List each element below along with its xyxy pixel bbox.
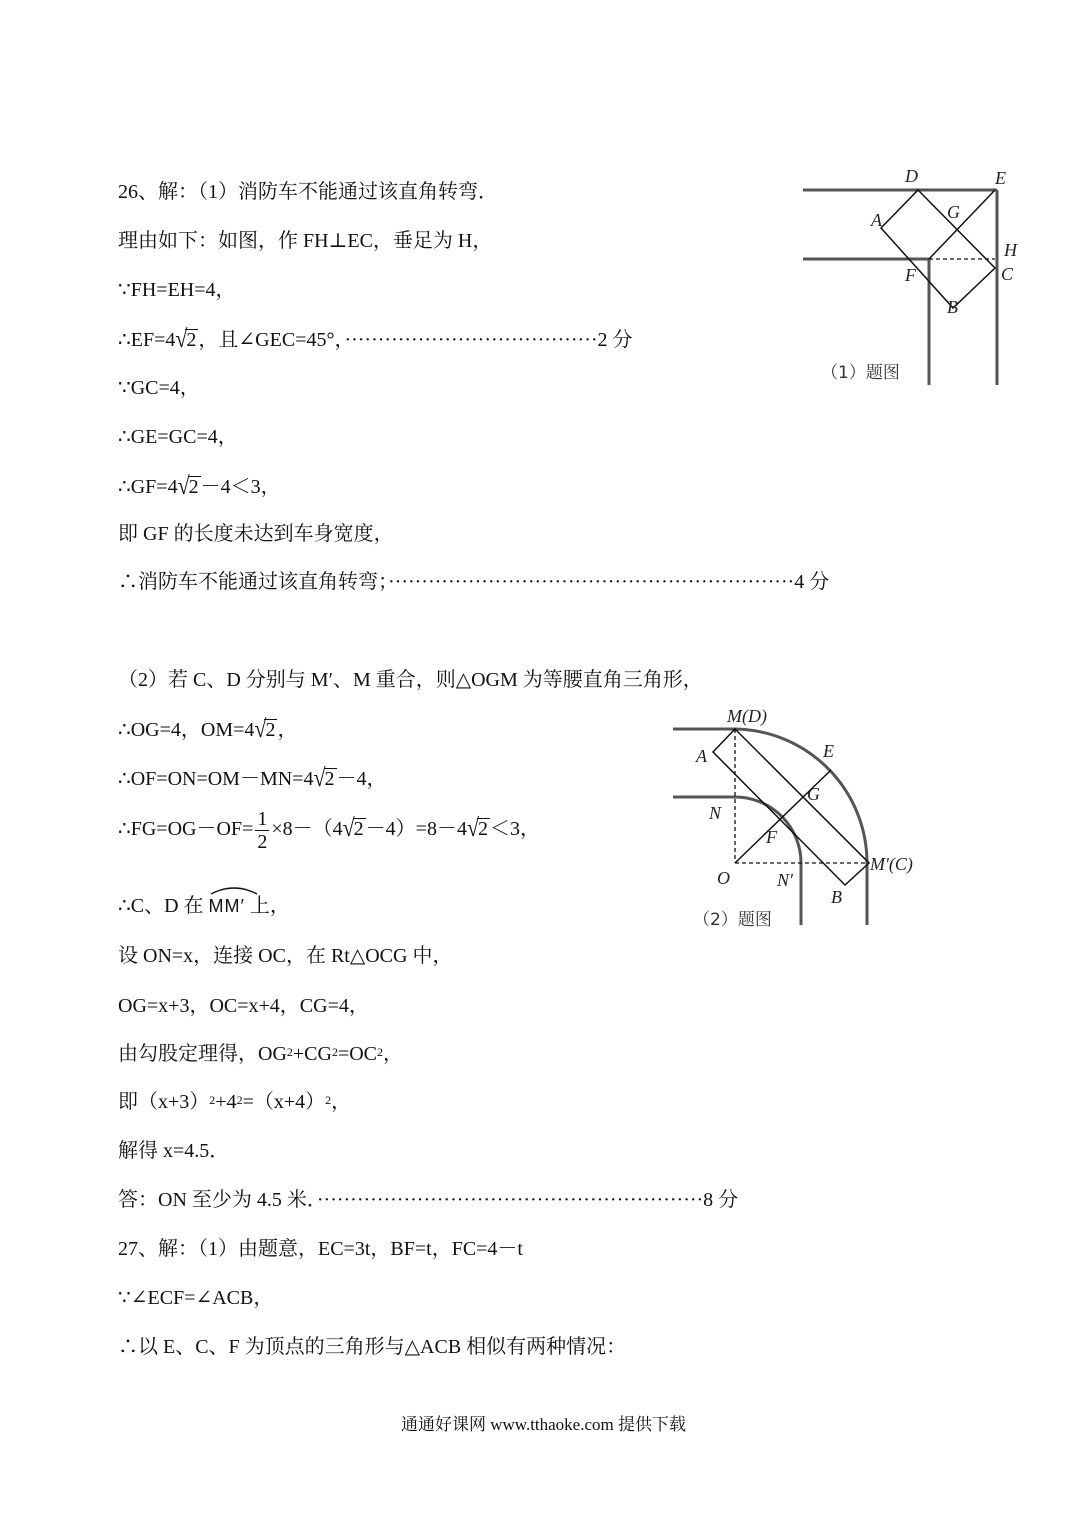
text-segment: ∴OG=4，OM=4 — [118, 719, 255, 741]
fig1-label-h: H — [1004, 240, 1017, 260]
fig1-label-f: F — [905, 265, 916, 285]
fig1-caption: （1）题图 — [821, 363, 900, 383]
text-segment: ， — [383, 1043, 404, 1065]
line-fg — [118, 808, 540, 853]
fig2-label-f: F — [766, 827, 777, 847]
fig1-label-e: E — [995, 168, 1006, 188]
fig2-label-md: M(D) — [727, 706, 767, 726]
superscript: 2 — [377, 1045, 384, 1059]
text-segment: －4）=8－4 — [365, 818, 467, 841]
line-set-on: 设 ON=x，连接 OC，在 Rt△OCG 中， — [118, 945, 453, 967]
fig2-label-g: G — [807, 784, 820, 804]
fraction-numerator: 1 — [257, 808, 268, 830]
sqrt-radicand: 2 — [188, 476, 199, 498]
fig2-label-o: O — [717, 868, 730, 888]
line-part-2: （2）若 C、D 分别与 M′、M 重合，则△OGM 为等腰直角三角形， — [118, 669, 703, 691]
text-segment: ∴GF=4 — [118, 476, 178, 498]
sqrt-radicand: 2 — [353, 818, 364, 841]
text-segment: +CG — [292, 1043, 332, 1065]
sqrt-icon: √ — [177, 471, 190, 500]
line-fh-eh: ∵FH=EH=4， — [118, 279, 236, 301]
line-conclusion-1: ∴消防车不能通过该直角转弯；·····························································4 分 — [118, 571, 830, 593]
text-segment: 由勾股定理得，OG — [118, 1043, 287, 1065]
text-segment: ×8－（4 — [271, 818, 343, 841]
figure-2 — [665, 700, 955, 935]
text-segment: －4， — [336, 768, 387, 790]
superscript: 2 — [331, 1045, 338, 1059]
text-segment: ∴OF=ON=OM－MN=4 — [118, 768, 314, 790]
fig2-label-e: E — [823, 741, 834, 761]
line-og-oc: OG=x+3，OC=x+4，CG=4， — [118, 995, 369, 1017]
arc-icon — [209, 885, 259, 895]
fig1-label-c: C — [1001, 264, 1014, 284]
superscript: 2 — [286, 1045, 293, 1059]
fig2-label-n: N — [709, 803, 722, 823]
line-similar: ∴以 E、C、F 为顶点的三角形与△ACB 相似有两种情况： — [118, 1336, 627, 1358]
text-segment: 即（x+3） — [118, 1091, 210, 1113]
superscript: 2 — [236, 1093, 243, 1107]
text-segment: ∴FG=OG－OF= — [118, 818, 254, 841]
text-segment: ∴EF=4 — [118, 329, 176, 351]
superscript: 2 — [325, 1093, 332, 1107]
arc-notation — [209, 887, 245, 919]
fig2-label-mpc: M′(C) — [870, 854, 913, 874]
line-ef — [118, 326, 633, 353]
line-gf — [118, 473, 281, 500]
line-gf-width: 即 GF 的长度未达到车身宽度， — [118, 523, 394, 545]
fig2-label-np: N′ — [777, 870, 793, 890]
line-equation — [118, 1089, 351, 1115]
arc-label: MM′ — [208, 896, 245, 916]
fraction — [255, 808, 269, 853]
sqrt-icon: √ — [313, 763, 326, 792]
line-reason: 理由如下：如图，作 FH⊥EC，垂足为 H， — [118, 230, 493, 252]
fig2-label-b: B — [831, 887, 842, 907]
superscript: 2 — [209, 1093, 216, 1107]
sqrt-icon: √ — [466, 813, 480, 842]
line-gc: ∵GC=4， — [118, 377, 200, 399]
fig1-label-a: A — [871, 210, 882, 230]
line-og-om — [118, 716, 297, 743]
line-answer: 答：ON 至少为 4.5 米．··························································8 分 — [118, 1189, 739, 1211]
sqrt-icon: √ — [342, 813, 355, 842]
text-segment: ，且∠GEC=45°，······································2 分 — [198, 329, 633, 351]
text-segment: ＜3， — [490, 818, 541, 841]
text-segment: ∴C、D 在 — [118, 895, 204, 917]
line-pythagoras — [118, 1041, 403, 1067]
text-segment: 上， — [249, 895, 290, 917]
fraction-denominator: 2 — [257, 831, 268, 853]
fig1-label-b: B — [947, 297, 958, 317]
sqrt-radicand: 2 — [478, 818, 489, 841]
line-26-title: 26、解：（1）消防车不能通过该直角转弯． — [118, 181, 498, 203]
sqrt-icon: √ — [254, 714, 267, 743]
sqrt-radicand: 2 — [324, 768, 335, 790]
text-segment: =OC — [337, 1043, 378, 1065]
sqrt-radicand: 2 — [186, 329, 197, 351]
line-solve: 解得 x=4.5． — [118, 1140, 230, 1162]
text-segment: ， — [277, 719, 298, 741]
line-angle: ∵∠ECF=∠ACB， — [118, 1287, 274, 1309]
line-27-title: 27、解：（1）由题意，EC=3t，BF=t，FC=4－t — [118, 1238, 523, 1260]
text-segment: +4 — [215, 1091, 237, 1113]
line-ge: ∴GE=GC=4， — [118, 426, 238, 448]
fig1-label-d: D — [905, 166, 918, 186]
line-arc — [118, 887, 290, 919]
fig2-label-a: A — [696, 746, 707, 766]
figure-1 — [795, 160, 1035, 395]
page-footer: 通通好课网 www.tthaoke.com 提供下载 — [400, 1415, 687, 1434]
text-segment: =（x+4） — [242, 1091, 326, 1113]
sqrt-radicand: 2 — [265, 719, 276, 741]
fig2-caption: （2）题图 — [693, 910, 772, 930]
sqrt-icon: √ — [175, 324, 188, 353]
fig1-label-g: G — [947, 202, 960, 222]
text-segment: ， — [331, 1091, 352, 1113]
text-segment: －4＜3， — [200, 476, 281, 498]
line-of-on — [118, 765, 387, 792]
